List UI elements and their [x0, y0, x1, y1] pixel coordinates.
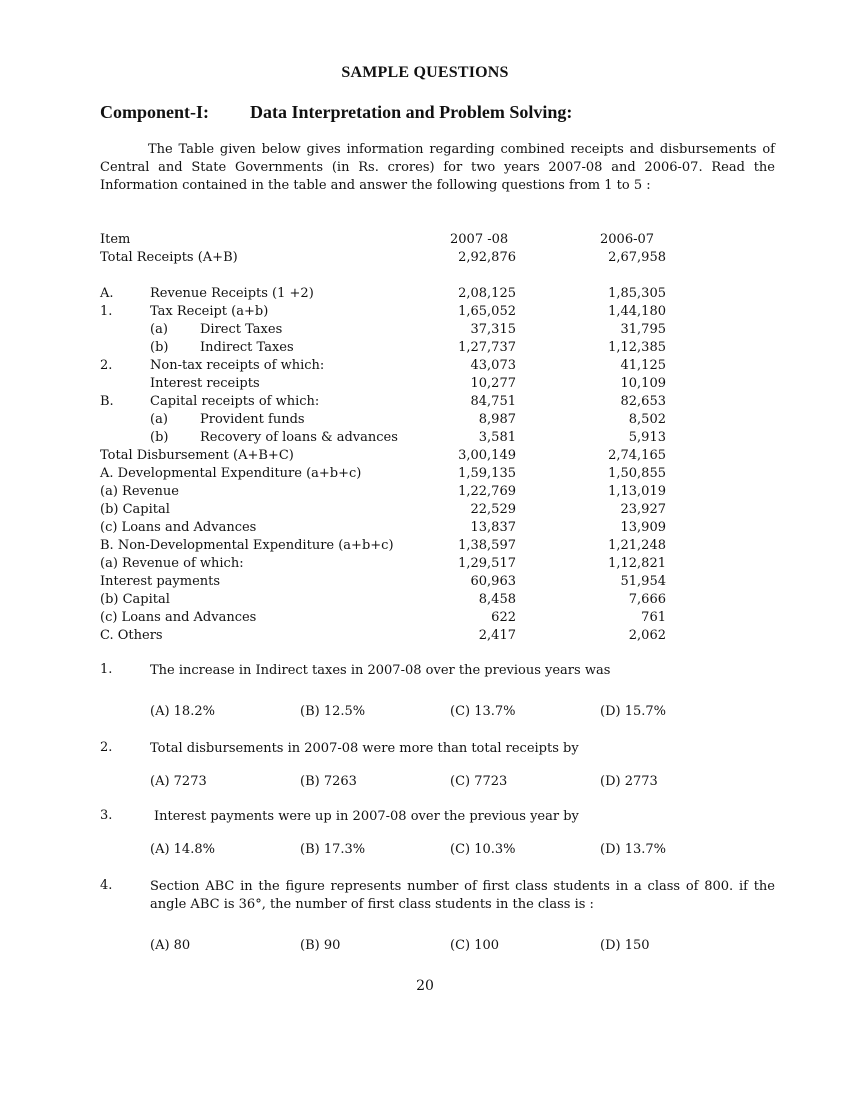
value-2007-08: 22,529: [470, 502, 516, 517]
row-label-text: Total Disbursement (A+B+C): [100, 448, 294, 463]
table-header: [100, 231, 700, 249]
value-2006-07: 1,12,821: [608, 556, 666, 571]
value-2006-07: 7,666: [628, 592, 666, 607]
value-2007-08: 1,27,737: [458, 340, 516, 355]
value-2007-08: 3,581: [478, 430, 516, 445]
row-label: [100, 483, 179, 501]
question-text: Section ABC in the figure represents number of first class students in a class of 800. if the angle ABC is 36°, the number of first class students in the class is :: [150, 879, 775, 912]
question-number: 4.: [100, 878, 113, 893]
row-label-text: Interest receipts: [150, 376, 260, 391]
row-label-text: (b) Capital: [100, 502, 170, 517]
question: [100, 878, 775, 956]
value-2007-08: 2,417: [478, 628, 516, 643]
value-2006-07: 761: [641, 610, 666, 625]
value-2007-08: 2,08,125: [458, 286, 516, 301]
row-label-text: Total Receipts (A+B): [100, 250, 238, 265]
answer-options: [150, 938, 775, 956]
data-table: [100, 231, 700, 645]
table-row: [100, 465, 700, 483]
answer-option[interactable]: (C) 10.3%: [450, 842, 516, 857]
value-2007-08: 37,315: [470, 322, 516, 337]
row-marker: A.: [100, 286, 114, 301]
row-label: [100, 249, 238, 267]
answer-option[interactable]: (A) 18.2%: [150, 704, 215, 719]
page-number: 20: [416, 978, 434, 994]
answer-option[interactable]: (C) 7723: [450, 774, 508, 789]
value-2007-08: 1,59,135: [458, 466, 516, 481]
row-label-text: Revenue Receipts (1 +2): [150, 286, 314, 301]
row-label-text: C. Others: [100, 628, 163, 643]
question-text: The increase in Indirect taxes in 2007-08 over the previous years was: [150, 663, 611, 678]
value-2006-07: 41,125: [620, 358, 666, 373]
table-row: [100, 447, 700, 465]
value-2007-08: 10,277: [470, 376, 516, 391]
row-marker: 1.: [100, 304, 113, 319]
question: [100, 662, 775, 722]
answer-option[interactable]: (B) 17.3%: [300, 842, 366, 857]
row-label: [100, 537, 394, 555]
value-2007-08: 1,65,052: [458, 304, 516, 319]
table-row: [100, 393, 700, 411]
value-2006-07: 51,954: [620, 574, 666, 589]
answer-option[interactable]: (A) 14.8%: [150, 842, 215, 857]
answer-option[interactable]: (D) 150: [600, 938, 650, 953]
value-2006-07: 2,062: [628, 628, 666, 643]
table-row: [100, 429, 700, 447]
value-2007-08: 84,751: [470, 394, 516, 409]
value-2006-07: 5,913: [628, 430, 666, 445]
value-2006-07: 1,21,248: [608, 538, 666, 553]
value-2006-07: 13,909: [620, 520, 666, 535]
table-row: [100, 573, 700, 591]
component-heading: [100, 102, 573, 123]
value-2006-07: 2,67,958: [608, 250, 666, 265]
table-row: [100, 519, 700, 537]
row-label-text: Recovery of loans & advances: [200, 430, 398, 445]
answer-option[interactable]: (A) 80: [150, 938, 191, 953]
table-row: [100, 555, 700, 573]
answer-options: [150, 842, 775, 860]
table-body: [100, 249, 700, 645]
table-row: [100, 303, 700, 321]
row-label-text: Capital receipts of which:: [150, 394, 320, 409]
component-name: Data Interpretation and Problem Solving:: [250, 102, 573, 122]
answer-options: [150, 774, 775, 792]
table-row: [100, 357, 700, 375]
table-row: [100, 627, 700, 645]
value-2007-08: 1,22,769: [458, 484, 516, 499]
answer-options: [150, 704, 775, 722]
component-label: Component-I:: [100, 102, 210, 122]
answer-option[interactable]: (B) 90: [300, 938, 341, 953]
row-label: [100, 609, 256, 627]
row-label-text: (a) Revenue: [100, 484, 179, 499]
row-label: [100, 573, 220, 591]
row-label-text: (c) Loans and Advances: [100, 520, 257, 535]
value-2006-07: 31,795: [620, 322, 666, 337]
row-label: [100, 429, 398, 447]
answer-option[interactable]: (B) 7263: [300, 774, 357, 789]
table-row: [100, 411, 700, 429]
row-label: [100, 303, 268, 321]
value-2006-07: 8,502: [628, 412, 666, 427]
row-label: [100, 555, 244, 573]
value-2006-07: 10,109: [620, 376, 666, 391]
row-label-text: A. Developmental Expenditure (a+b+c): [100, 466, 362, 481]
row-marker: (b): [150, 340, 169, 355]
table-row: [100, 339, 700, 357]
answer-option[interactable]: (B) 12.5%: [300, 704, 366, 719]
row-label-text: (c) Loans and Advances: [100, 610, 257, 625]
value-2007-08: 1,29,517: [458, 556, 516, 571]
answer-option[interactable]: (C) 13.7%: [450, 704, 516, 719]
table-row: [100, 501, 700, 519]
row-marker: (b): [150, 430, 169, 445]
value-2006-07: 82,653: [620, 394, 666, 409]
row-label: [100, 627, 163, 645]
table-row: [100, 285, 700, 303]
row-label: [100, 591, 170, 609]
value-2006-07: 23,927: [620, 502, 666, 517]
question-number: 1.: [100, 662, 113, 677]
row-label: [150, 375, 260, 393]
row-label: [100, 465, 361, 483]
row-label-text: Indirect Taxes: [200, 340, 294, 355]
value-2007-08: 43,073: [470, 358, 516, 373]
row-label: [100, 357, 324, 375]
table-row: [100, 609, 700, 627]
question: [100, 808, 775, 860]
row-label-text: (a) Revenue of which:: [100, 556, 244, 571]
header-item: Item: [100, 232, 131, 247]
value-2007-08: 2,92,876: [458, 250, 516, 265]
row-label-text: (b) Capital: [100, 592, 170, 607]
row-label-text: Interest payments: [100, 574, 221, 589]
value-2006-07: 1,50,855: [608, 466, 666, 481]
row-label-text: B. Non-Developmental Expenditure (a+b+c): [100, 538, 394, 553]
question-text: Interest payments were up in 2007-08 over the previous year by: [154, 809, 579, 824]
answer-option[interactable]: (D) 2773: [600, 774, 658, 789]
row-marker: B.: [100, 394, 114, 409]
value-2007-08: 8,987: [478, 412, 516, 427]
table-row: [100, 591, 700, 609]
value-2007-08: 622: [491, 610, 516, 625]
row-label: [100, 519, 256, 537]
row-label: [100, 285, 314, 303]
value-2007-08: 13,837: [470, 520, 516, 535]
header-2006-07: 2006-07: [600, 232, 655, 247]
value-2006-07: 1,44,180: [608, 304, 666, 319]
value-2007-08: 8,458: [478, 592, 516, 607]
row-label-text: Direct Taxes: [200, 322, 283, 337]
row-label: [100, 501, 170, 519]
row-label-text: Tax Receipt (a+b): [150, 304, 269, 319]
value-2007-08: 1,38,597: [458, 538, 516, 553]
row-label: [100, 339, 294, 357]
question: [100, 740, 775, 792]
header-2007-08: 2007 -08: [450, 232, 509, 247]
row-label: [100, 447, 294, 465]
row-marker: (a): [150, 412, 168, 427]
table-row: [100, 483, 700, 501]
table-row: [100, 375, 700, 393]
row-label-text: Provident funds: [200, 412, 305, 427]
row-label: [100, 411, 305, 429]
intro-paragraph: The Table given below gives information regarding combined receipts and disbursements of Central and State Governments (in Rs. crores) for two years 2007-08 and 2006-07. Read the Information contained in the table and answer the following questions from 1 to 5 :: [100, 142, 775, 193]
value-2006-07: 2,74,165: [608, 448, 666, 463]
table-row: [100, 249, 700, 267]
answer-option[interactable]: (D) 15.7%: [600, 704, 666, 719]
page-title: SAMPLE QUESTIONS: [341, 64, 509, 81]
answer-option[interactable]: (A) 7273: [150, 774, 207, 789]
row-label: [100, 321, 282, 339]
questions-section: [100, 662, 775, 956]
value-2006-07: 1,85,305: [608, 286, 666, 301]
value-2006-07: 1,13,019: [608, 484, 666, 499]
answer-option[interactable]: (D) 13.7%: [600, 842, 666, 857]
table-spacer: [100, 267, 700, 285]
row-label-text: Non-tax receipts of which:: [150, 358, 325, 373]
row-marker: (a): [150, 322, 168, 337]
question-text: Total disbursements in 2007-08 were more than total receipts by: [150, 741, 579, 756]
value-2006-07: 1,12,385: [608, 340, 666, 355]
question-number: 2.: [100, 740, 113, 755]
row-marker: 2.: [100, 358, 113, 373]
value-2007-08: 3,00,149: [458, 448, 516, 463]
answer-option[interactable]: (C) 100: [450, 938, 500, 953]
table-row: [100, 321, 700, 339]
table-row: [100, 537, 700, 555]
row-label: [100, 393, 319, 411]
question-number: 3.: [100, 808, 113, 823]
value-2007-08: 60,963: [470, 574, 516, 589]
